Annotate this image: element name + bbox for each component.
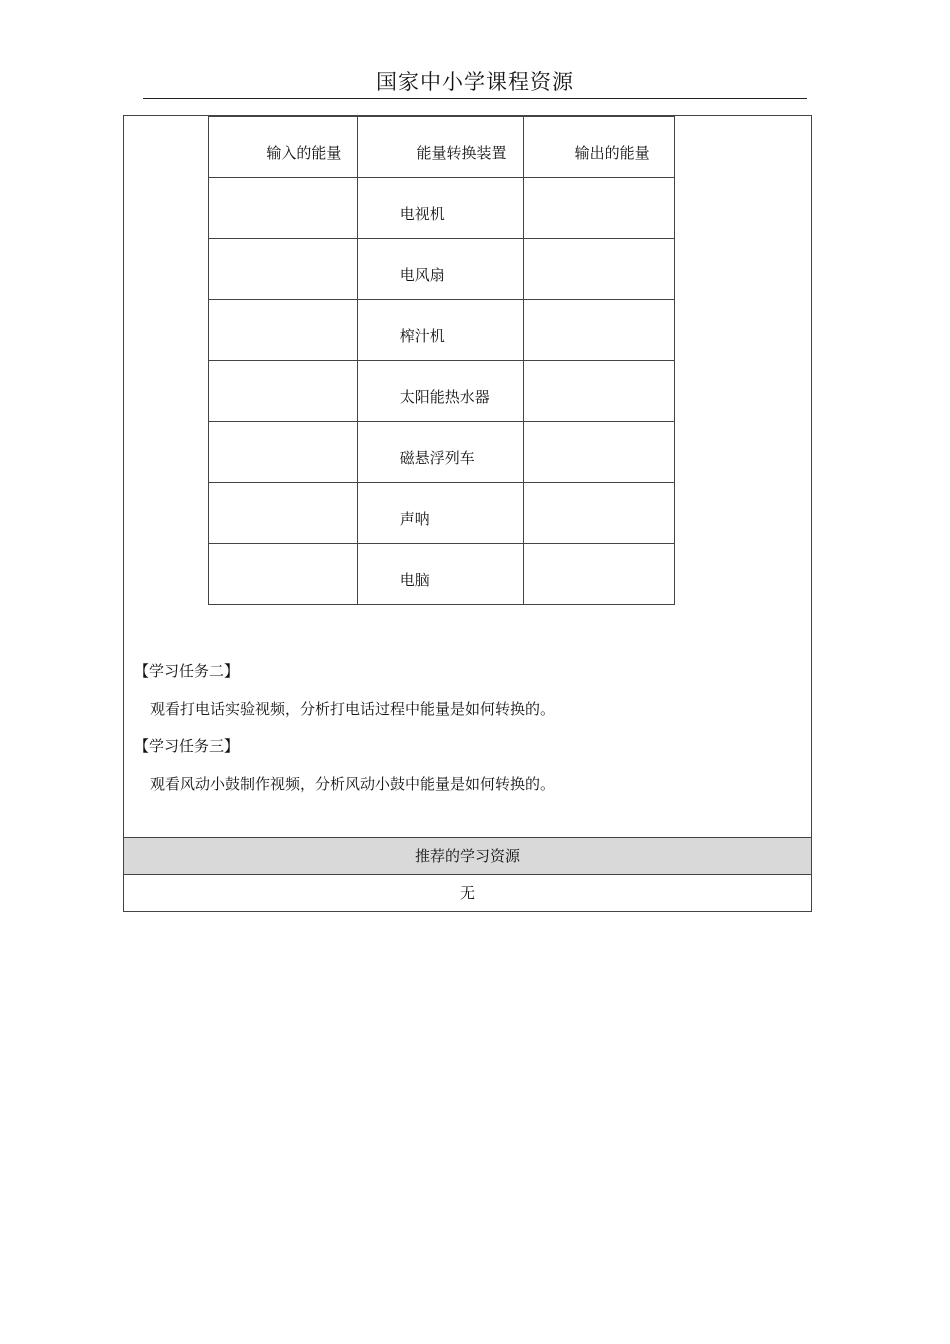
table-row: [209, 422, 675, 483]
output-energy-cell[interactable]: [524, 178, 675, 239]
recommended-resources-value: 无: [459, 884, 475, 902]
input-energy-cell[interactable]: [209, 422, 358, 483]
task-two-heading: 【学习任务二】: [134, 662, 240, 680]
content-frame: [123, 115, 812, 912]
energy-conversion-table: [208, 116, 675, 605]
task-three-description: 观看风动小鼓制作视频，分析风动小鼓中能量是如何转换的。: [150, 775, 556, 793]
task-two-description: 观看打电话实验视频，分析打电话过程中能量是如何转换的。: [150, 700, 556, 718]
input-energy-cell[interactable]: [209, 361, 358, 422]
input-energy-cell[interactable]: [209, 300, 358, 361]
input-energy-cell[interactable]: [209, 483, 358, 544]
output-energy-cell[interactable]: [524, 300, 675, 361]
output-energy-cell[interactable]: [524, 483, 675, 544]
output-energy-cell[interactable]: [524, 361, 675, 422]
output-energy-cell[interactable]: [524, 422, 675, 483]
table-row: [209, 239, 675, 300]
device-cell: 太阳能热水器: [357, 361, 524, 422]
device-cell: 榨汁机: [357, 300, 524, 361]
device-cell: 电视机: [357, 178, 524, 239]
header-divider: [143, 98, 807, 99]
table-row: [209, 178, 675, 239]
output-energy-cell[interactable]: [524, 544, 675, 605]
device-cell: 电脑: [357, 544, 524, 605]
header-output-energy: 输出的能量: [524, 117, 675, 178]
device-cell: 电风扇: [357, 239, 524, 300]
header-conversion-device: 能量转换装置: [357, 117, 524, 178]
table-row: [209, 544, 675, 605]
table-row: [209, 483, 675, 544]
output-energy-cell[interactable]: [524, 239, 675, 300]
table-header-row: [209, 117, 675, 178]
device-cell: 声呐: [357, 483, 524, 544]
page-header-title: 国家中小学课程资源: [376, 70, 574, 94]
recommended-resources-header: 推荐的学习资源: [124, 837, 811, 875]
header-input-energy: 输入的能量: [209, 117, 358, 178]
table-row: [209, 300, 675, 361]
input-energy-cell[interactable]: [209, 544, 358, 605]
device-cell: 磁悬浮列车: [357, 422, 524, 483]
input-energy-cell[interactable]: [209, 178, 358, 239]
table-row: [209, 361, 675, 422]
input-energy-cell[interactable]: [209, 239, 358, 300]
task-three-heading: 【学习任务三】: [134, 737, 240, 755]
